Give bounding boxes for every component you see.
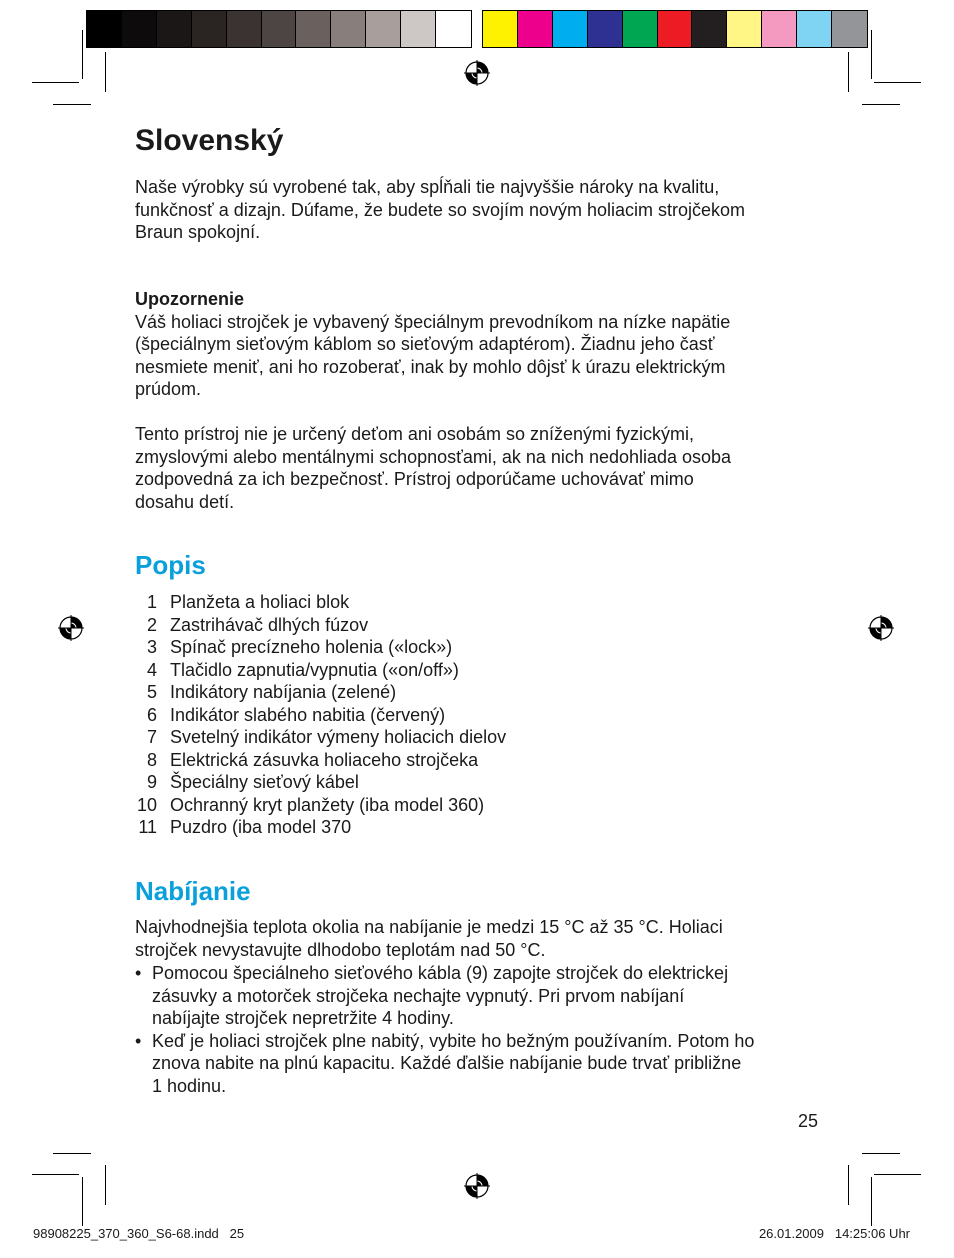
children-note-line: zmyslovými alebo mentálnymi schopnosťami, ak na nich nedohliada osoba (135, 446, 732, 467)
item-number: 9 (146, 772, 157, 792)
color-swatch (262, 11, 297, 47)
item-text: Ochranný kryt planžety (iba model 360) (170, 794, 485, 815)
color-swatch (87, 11, 122, 47)
crop-mark (874, 82, 921, 83)
color-swatch (436, 11, 471, 47)
item-text: Tlačidlo zapnutia/vypnutia («on/off») (170, 659, 459, 680)
warning-heading: Upozornenie (135, 289, 245, 309)
warning-line: Váš holiaci strojček je vybavený špeciálnym prevodníkom na nízke napätie (135, 311, 731, 332)
item-number: 5 (146, 682, 157, 702)
parts-list (135, 591, 835, 839)
color-swatch (727, 11, 762, 47)
children-note-line: zodpovedná za ich bezpečnosť. Prístroj odporúčame uchovávať mimo (135, 469, 694, 489)
item-text: Indikátor slabého nabitia (červený) (170, 704, 446, 725)
intro-paragraph (135, 176, 835, 244)
bullet-line: Pomocou špeciálneho sieťového kábla (9) zapojte strojček do elektrickej (152, 963, 729, 983)
crop-mark (32, 1174, 79, 1175)
crop-mark (874, 1174, 921, 1175)
crop-mark (82, 30, 83, 79)
list-item (135, 704, 835, 727)
footer-file-name: 98908225_370_360_S6-68.indd 25 (33, 1226, 245, 1241)
color-swatch (157, 11, 192, 47)
color-swatch (797, 11, 832, 47)
bullet-line: zásuvky a motorček strojčeka nechajte vypnutý. Pri prvom nabíjaní (152, 985, 685, 1006)
nabijanie-heading: Nabíjanie (135, 876, 251, 906)
item-number: 2 (146, 614, 157, 635)
item-text: Svetelný indikátor výmeny holiacich dielov (170, 727, 507, 747)
list-item (135, 591, 835, 614)
color-swatch (227, 11, 262, 47)
item-number: 4 (146, 659, 157, 680)
charging-bullet-list (135, 962, 835, 1097)
color-swatch (296, 11, 331, 47)
registration-mark-icon (58, 615, 84, 641)
children-note-line: dosahu detí. (135, 491, 235, 512)
crop-mark (105, 52, 106, 92)
color-swatch (658, 11, 693, 47)
crop-mark (862, 104, 900, 105)
crop-mark (53, 104, 91, 105)
item-text: Zastrihávač dlhých fúzov (170, 614, 369, 635)
crop-mark (871, 1177, 872, 1226)
color-swatch (832, 11, 867, 47)
bullet-line: Keď je holiaci strojček plne nabitý, vybite ho bežným používaním. Potom ho (152, 1030, 755, 1051)
warning-line: prúdom. (135, 379, 202, 399)
page-number: 25 (798, 1111, 819, 1131)
page-title: Slovenský (135, 124, 284, 157)
list-item (135, 816, 835, 839)
color-swatch (401, 11, 436, 47)
list-item (135, 659, 835, 682)
color-swatch (762, 11, 797, 47)
color-swatch (366, 11, 401, 47)
charging-intro-line: strojček nevystavujte dlhodobo teplotám nad 50 °C. (135, 939, 546, 960)
children-note (135, 423, 835, 513)
crop-mark (862, 1153, 900, 1154)
color-swatch (692, 11, 727, 47)
intro-line: Naše výrobky sú vyrobené tak, aby spĺňali tie najvyššie nároky na kvalitu, (135, 177, 720, 197)
bullet-line: nabíjajte strojček nepretržite 4 hodiny. (152, 1008, 454, 1028)
item-text: Indikátory nabíjania (zelené) (170, 682, 397, 702)
color-swatch (122, 11, 157, 47)
intro-line: funkčnosť a dizajn. Dúfame, že budete so svojím novým holiacim strojčekom (135, 199, 746, 220)
grayscale-color-bar (86, 10, 472, 48)
crop-mark (871, 30, 872, 79)
item-text: Špeciálny sieťový kábel (170, 772, 359, 792)
color-swatch (518, 11, 553, 47)
process-color-bar (482, 10, 868, 48)
bullet-line: 1 hodinu. (152, 1075, 227, 1096)
bullet-icon: • (135, 1030, 142, 1051)
item-number: 11 (138, 817, 157, 837)
color-swatch (588, 11, 623, 47)
list-item (135, 636, 835, 659)
item-number: 10 (136, 794, 157, 815)
children-note-line: Tento prístroj nie je určený deťom ani osobám so zníženými fyzickými, (135, 424, 694, 444)
crop-mark (32, 82, 79, 83)
list-item (135, 726, 835, 749)
bullet-line: znova nabite na plnú kapacitu. Každé ďalšie nabíjanie bude trvať približne (152, 1053, 742, 1073)
list-item (135, 771, 835, 794)
popis-heading: Popis (135, 550, 206, 580)
item-number: 3 (146, 637, 157, 657)
crop-mark (82, 1177, 83, 1226)
color-swatch (483, 11, 518, 47)
list-item (135, 614, 835, 637)
charging-intro-line: Najvhodnejšia teplota okolia na nabíjanie je medzi 15 °C až 35 °C. Holiaci (135, 917, 723, 937)
crop-mark (848, 52, 849, 92)
item-text: Elektrická zásuvka holiaceho strojčeka (170, 749, 479, 770)
bullet-icon: • (135, 963, 142, 983)
item-text: Puzdro (iba model 370 (170, 817, 352, 837)
list-item (135, 962, 835, 1030)
color-swatch (192, 11, 227, 47)
list-item (135, 1030, 835, 1098)
crop-mark (105, 1165, 106, 1205)
list-item (135, 681, 835, 704)
list-item (135, 749, 835, 772)
item-number: 7 (146, 727, 157, 747)
warning-line: (špeciálnym sieťovým káblom so sieťovým adaptérom). Žiadnu jeho časť (135, 334, 715, 354)
warning-line: nesmiete meniť, ani ho rozoberať, inak by mohlo dôjsť k úrazu elektrickým (135, 356, 726, 377)
list-item (135, 794, 835, 817)
warning-section (135, 288, 835, 401)
crop-mark (848, 1165, 849, 1205)
item-number: 6 (146, 704, 157, 725)
item-number: 8 (146, 749, 157, 770)
color-swatch (331, 11, 366, 47)
crop-mark (53, 1153, 91, 1154)
charging-intro (135, 916, 835, 961)
item-number: 1 (146, 592, 157, 612)
registration-mark-icon (464, 1173, 490, 1199)
item-text: Planžeta a holiaci blok (170, 592, 350, 612)
registration-mark-icon (464, 60, 490, 86)
color-swatch (553, 11, 588, 47)
item-text: Spínač precízneho holenia («lock») (170, 637, 453, 657)
registration-mark-icon (868, 615, 894, 641)
intro-line: Braun spokojní. (135, 222, 261, 242)
footer-timestamp: 26.01.2009 14:25:06 Uhr (758, 1226, 910, 1241)
color-swatch (623, 11, 658, 47)
